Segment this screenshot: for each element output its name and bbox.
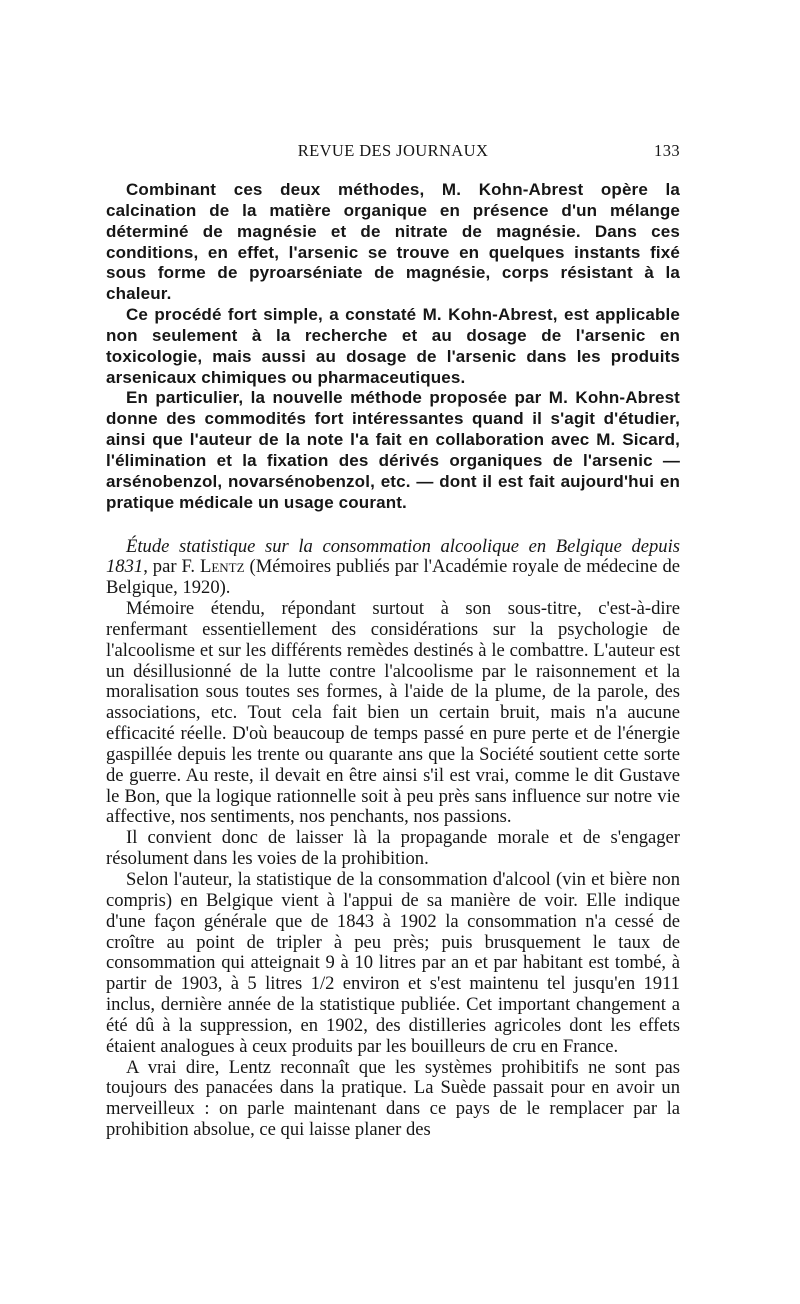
paragraph-methode: En particulier, la nouvelle méthode proposée par M. Kohn-Abrest donne des commodités fort intéressantes quand il s'agit d'étudier, ainsi que l'auteur de la note l'a fait en collaboration avec M. Sicard, l'élimination et la fixation des dérivés organiques de l'arsenic — arsénobenzol, novarsénobenzol, etc. — dont il est fait aujourd'hui en pratique médicale un usage courant. <box>106 388 680 512</box>
paragraph-memoire: Mémoire étendu, répondant surtout à son sous-titre, c'est-à-dire renfermant essentiellement des considérations sur la psychologie de l'alcoolisme et sur les différents remèdes destinés à le combattre. L'auteur est un désillusionné de la lutte contre l'alcoolisme par le raisonnement et la moralisation sous toutes ses formes, à l'aide de la plume, de la parole, des associations, etc. Tout cela fait bien un certain bruit, mais n'a aucune efficacité réelle. D'où beaucoup de temps passé en pure perte et de l'énergie gaspillée depuis les trente ou quarante ans que la Société soutient cette sorte de guerre. Au reste, il devait en être ainsi s'il est vrai, comme le dit Gustave le Bon, que la logique rationnelle soit à peu près sans influence sur notre vie affective, nos sentiments, nos penchants, nos passions. <box>106 598 680 828</box>
article-title <box>106 537 680 600</box>
article-title-italic: Étude statistique sur la consommation alcoolique en Belgique depuis 1831 <box>106 535 680 578</box>
article-author: Lentz <box>199 556 245 578</box>
page-body <box>106 180 680 1141</box>
document-page <box>106 0 680 1304</box>
article-title-by: , par F. <box>143 556 200 578</box>
paragraph-calcination: Combinant ces deux méthodes, M. Kohn-Abrest opère la calcination de la matière organique en présence d'un mélange déterminé de magnésie et de nitrate de magnésie. Dans ces conditions, en effet, l'arsenic se trouve en quelques instants fixé sous forme de pyroarséniate de magnésie, corps résistant à la chaleur. <box>106 180 680 304</box>
running-title: REVUE DES JOURNAUX <box>297 141 489 160</box>
running-header <box>106 141 680 165</box>
paragraph-statistique: Selon l'auteur, la statistique de la consommation d'alcool (vin et bière non compris) en Belgique vient à l'appui de sa manière de voir. Elle indique d'une façon générale que de 1843 à 1902 la consommation n'a cessé de croître au point de tripler à peu près; puis brusquement le taux de consommation qui atteignait 9 à 10 litres par an et par habitant est tombé, à partir de 1903, à 5 litres 1/2 environ et s'est maintenu tel jusqu'en 1911 inclus, dernière année de la statistique publiée. Cet important changement a été dû à la suppression, en 1902, des distilleries agricoles dont les effets étaient analogues à ceux produits par les bouilleurs de cru en France. <box>106 869 680 1057</box>
paragraph-procede: Ce procédé fort simple, a constaté M. Kohn-Abrest, est applicable non seulement à la recherche et au dosage de l'arsenic en toxicologie, mais aussi au dosage de l'arsenic dans les produits arsenicaux chimiques ou pharmaceutiques. <box>106 305 680 387</box>
paragraph-prohibition: Il convient donc de laisser là la propagande morale et de s'engager résolument dans les voies de la prohibition. <box>106 827 680 870</box>
article-source: (Mémoires publiés par l'Académie royale de médecine de Belgique, 1920). <box>106 556 680 599</box>
paragraph-suede: A vrai dire, Lentz reconnaît que les systèmes prohibitifs ne sont pas toujours des panacées dans la pratique. La Suède passait pour en avoir un merveilleux : on parle maintenant dans ce pays de le remplacer par la prohibition absolue, ce qui laisse planer des <box>106 1056 680 1141</box>
page-number: 133 <box>654 141 680 160</box>
